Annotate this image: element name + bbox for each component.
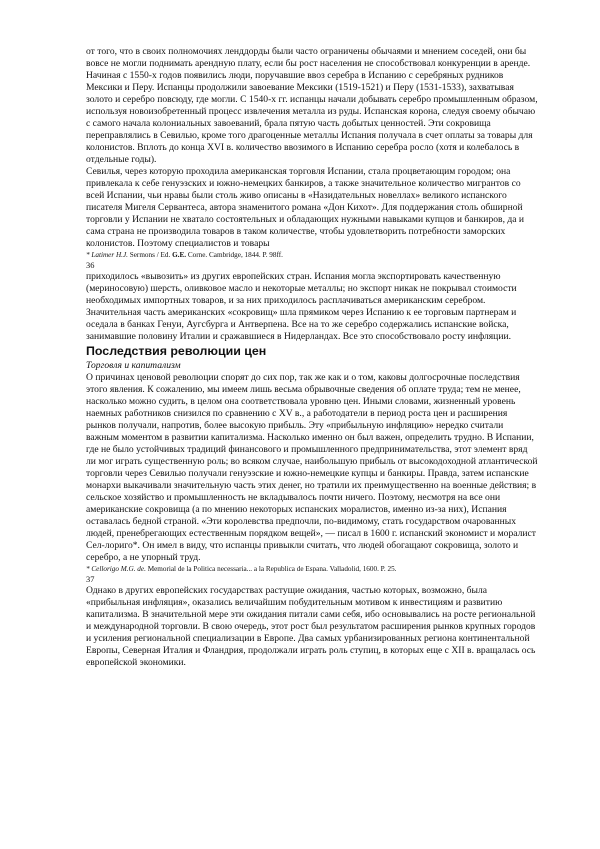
paragraph-silver-import: Начиная с 1550-х годов появились люди, поручавшие ввоз серебра в Испанию с серебряных рудников Мексики и Перу. Испанцы продолжили завоевание Мексики (1519-1521) и Перу (1531-1533), захватывая золото и серебро повсюду, где могли. С 1540-х гг. испанцы начали добывать серебро промышленным образом, используя новоизобретенный процесс извлечения металла из руды. Испанская корона, следуя своему обычаю с самого начала колониальных завоеваний, брала пятую часть добытых ценностей. Эти сокровища переправлялись в Севилью, кроме того драгоценные металлы Испания получала в счет оплаты за товары для колонистов. Вплоть до конца XVI в. количество ввозимого в Испанию серебра росло (хотя и колебалось в отдельные годы). xyxy=(86,69,538,165)
paragraph-price-revolution: О причинах ценовой революции спорят до сих пор, так же как и о том, каковы долгосрочные последствия этого явления. К сожалению, мы имеем лишь весьма обрывочные сведения об оплате труда; тем не менее, насколько можно судить, в целом она соответствовала уровню цен. Иными словами, жизненный уровень наемных работников снизился по сравнению с XV в., а работодатели в период роста цен и расширения рынков получали, напротив, более высокую прибыль. Эту «прибыльную инфляцию» нередко считали важным моментом в развитии капитализма. Насколько именно он был важен, определить трудно. В Испании, где не было устойчивых традиций финансового и промышленного предпринимательства, этот элемент вряд ли мог играть существенную роль; во всяком случае, наибольшую прибыль от высокодоходной атлантической торговли через Севилью получали генуэзские и южно-немецкие купцы и банкиры. Правда, затем испанские монархи выкачивали значительную часть этих денег, но тратили их преимущественно на военные действия; в сельское хозяйство и промышленность не вкладывалось почти ничего. Поэтому, несмотря на все они американские сокровища (а по мнению некоторых испанских моралистов, именно из-за них), Испания оставалась бедной страной. «Эти королевства предпочли, по-видимому, стать государством очарованных людей, пренебрегающих естественным порядком вещей», — писал в 1600 г. испанский экономист и моралист Сел-лориго*. Он имел в виду, что испанцы привыкли считать, что людей обогащают сокровища, золото и серебро, а не упорный труд. xyxy=(86,371,538,563)
footnote-cellorigo xyxy=(86,565,538,574)
paragraph-capitalism: Однако в других европейских государствах растущие ожидания, частью которых, возможно, была «прибыльная инфляция», оказались величайшим побудительным мотивом к инвестициям и развитию капитализма. В значительной мере эти ожидания питали сами себя, ибо основывались на росте региональной и международной торговли. В свою очередь, этот рост был результатом расширения рынков крупных городов и усиления региональной специализации в Европе. Два самых урбанизированных региона континентальной Европы, Северная Италия и Фландрия, продолжали играть роль ступиц, в которых еще с XII в. вращалась ось европейской экономики. xyxy=(86,585,536,669)
footnote-text: Memorial de la Politica necessaria... a la Republica de Espana. Valladolid, 1600. P. 25. xyxy=(145,564,397,573)
page-number: 37 xyxy=(86,575,95,585)
footnote-author: * Latimer H.J. xyxy=(86,250,128,259)
section-heading: Последствия революции цен xyxy=(86,344,267,359)
footnote-text: Sermons / Ed. xyxy=(127,250,173,259)
paragraph-seville: Севилья, через которую проходила американская торговля Испании, стала процветающим городом; она привлекала к себе генуэзских и южно-немецких банкиров, а также значительное количество мигрантов со всей Испании, чьи нравы были столь живо описаны в «Назидательных новеллах» великого испанского писателя Мигеля Сервантеса, автора знаменитого романа «Дон Кихот». Для поддержания столь обширной торговли у Испании не хватало состоятельных и обладающих нужными навыками купцов и банкиров, да и сама страна не производила товаров в таком количестве, чтобы удовлетворить потребности заморских колонистов. Поэтому специалистов и товары xyxy=(86,165,525,249)
page-number: 36 xyxy=(86,261,95,271)
footnote-text: Corne. Cambridge, 1844. P. 98ff. xyxy=(186,250,283,259)
section-subheading: Торговля и капитализм xyxy=(86,359,181,371)
footnote-editor: G.E. xyxy=(172,250,187,259)
paragraph-landlords: от того, что в своих полномочиях ленддорды были часто ограничены обычаями и мнением соседей, они бы вовсе не могли поднимать арендную плату, если бы рост населения не способствовал конкуренции в аренде. xyxy=(86,46,531,69)
footnote-latimer xyxy=(86,251,538,260)
footnote-author: * Cellorigo M.G. de. xyxy=(86,564,146,573)
paragraph-export: приходилось «вывозить» из других европейских стран. Испания могла экспортировать качественную (мериносовую) шерсть, оливковое масло и некоторые металлы; но экспорт никак не покрывал стоимости необходимых импортных товаров, и за них приходилось расплачиваться американским серебром. Значительная часть американских «сокровищ» шла прямиком через Испанию к ее торговым партнерам и оседала в банках Генуи, Аугсбурга и Антверпена. Все на то же серебро содержались испанские войска, занимавшие половину Италии и сражавшиеся в Нидерландах. Все это способствовало росту инфляции. xyxy=(86,271,517,343)
